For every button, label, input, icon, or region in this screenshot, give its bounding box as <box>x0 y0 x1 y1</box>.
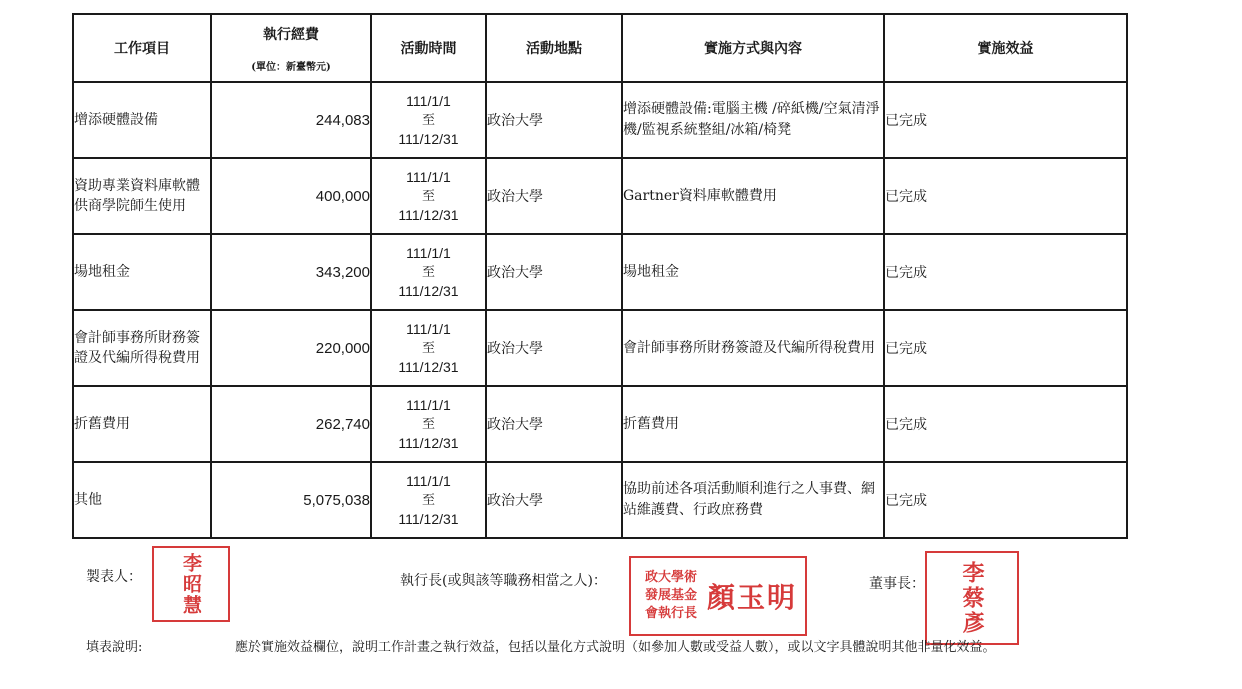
time-start: 111/1/1 <box>406 92 451 109</box>
time-to: 至 <box>421 340 435 356</box>
ceo-seal-org: 政大學術發展基金會執行長 <box>644 570 697 621</box>
time-start: 111/1/1 <box>406 396 451 413</box>
preparer-label: 製表人： <box>86 569 142 585</box>
cell-time <box>371 310 486 386</box>
preparer-seal: 李昭慧 <box>152 546 230 622</box>
cell-content: 增添硬體設備:電腦主機 /碎紙機/空氣清淨機/監視系統整組/冰箱/椅凳 <box>622 82 884 158</box>
time-to: 至 <box>421 416 435 432</box>
time-to: 至 <box>421 188 435 204</box>
time-start: 111/1/1 <box>406 244 451 261</box>
header-budget-unit: (單位：新臺幣元) <box>251 61 331 73</box>
cell-time <box>371 234 486 310</box>
cell-time <box>371 386 486 462</box>
time-to: 至 <box>421 492 435 508</box>
ceo-label: 執行長(或與該等職務相當之人)： <box>400 573 607 589</box>
cell-amount: 244,083 <box>211 82 371 158</box>
time-end: 111/12/31 <box>398 130 459 147</box>
time-end: 111/12/31 <box>398 510 459 527</box>
cell-place: 政治大學 <box>486 462 622 538</box>
cell-content: Gartner資料庫軟體費用 <box>622 158 884 234</box>
cell-amount: 5,075,038 <box>211 462 371 538</box>
work-plan-table <box>72 13 1128 539</box>
cell-amount: 220,000 <box>211 310 371 386</box>
header-time: 活動時間 <box>371 14 486 82</box>
cell-time <box>371 82 486 158</box>
cell-item: 資助專業資料庫軟體供商學院師生使用 <box>73 158 211 234</box>
cell-benefit: 已完成 <box>884 386 1127 462</box>
chair-seal: 李蔡彥 <box>925 551 1019 645</box>
cell-content: 折舊費用 <box>622 386 884 462</box>
time-end: 111/12/31 <box>398 282 459 299</box>
note-text: 應於實施效益欄位，說明工作計畫之執行效益，包括以量化方式說明（如參加人數或受益人數），或以文字具體說明其他非量化效益。 <box>235 640 996 655</box>
ceo-seal-name: 顏玉明 <box>706 581 797 614</box>
table-row <box>73 310 1127 386</box>
cell-place: 政治大學 <box>486 310 622 386</box>
time-to: 至 <box>421 264 435 280</box>
time-end: 111/12/31 <box>398 358 459 375</box>
cell-item: 增添硬體設備 <box>73 82 211 158</box>
cell-item: 場地租金 <box>73 234 211 310</box>
cell-content: 場地租金 <box>622 234 884 310</box>
cell-content: 協助前述各項活動順利進行之人事費、網站維護費、行政庶務費 <box>622 462 884 538</box>
table-row <box>73 462 1127 538</box>
header-benefit: 實施效益 <box>884 14 1127 82</box>
header-item: 工作項目 <box>73 14 211 82</box>
table-row <box>73 158 1127 234</box>
header-budget <box>211 14 371 82</box>
time-start: 111/1/1 <box>406 168 451 185</box>
cell-place: 政治大學 <box>486 158 622 234</box>
note-label: 填表說明: <box>86 640 143 655</box>
cell-place: 政治大學 <box>486 386 622 462</box>
header-content: 實施方式與內容 <box>622 14 884 82</box>
table-row <box>73 234 1127 310</box>
cell-benefit: 已完成 <box>884 310 1127 386</box>
table-row <box>73 386 1127 462</box>
cell-time <box>371 158 486 234</box>
time-start: 111/1/1 <box>406 320 451 337</box>
cell-benefit: 已完成 <box>884 158 1127 234</box>
cell-benefit: 已完成 <box>884 462 1127 538</box>
cell-amount: 262,740 <box>211 386 371 462</box>
cell-time <box>371 462 486 538</box>
header-place: 活動地點 <box>486 14 622 82</box>
cell-benefit: 已完成 <box>884 82 1127 158</box>
cell-amount: 343,200 <box>211 234 371 310</box>
cell-item: 會計師事務所財務簽證及代編所得稅費用 <box>73 310 211 386</box>
header-budget-label: 執行經費 <box>263 26 319 43</box>
chair-label: 董事長： <box>869 576 925 592</box>
cell-benefit: 已完成 <box>884 234 1127 310</box>
cell-content: 會計師事務所財務簽證及代編所得稅費用 <box>622 310 884 386</box>
time-end: 111/12/31 <box>398 434 459 451</box>
cell-item: 折舊費用 <box>73 386 211 462</box>
ceo-seal <box>629 556 807 636</box>
cell-item: 其他 <box>73 462 211 538</box>
table-row <box>73 82 1127 158</box>
time-end: 111/12/31 <box>398 206 459 223</box>
cell-amount: 400,000 <box>211 158 371 234</box>
cell-place: 政治大學 <box>486 82 622 158</box>
time-to: 至 <box>421 112 435 128</box>
time-start: 111/1/1 <box>406 472 451 489</box>
cell-place: 政治大學 <box>486 234 622 310</box>
